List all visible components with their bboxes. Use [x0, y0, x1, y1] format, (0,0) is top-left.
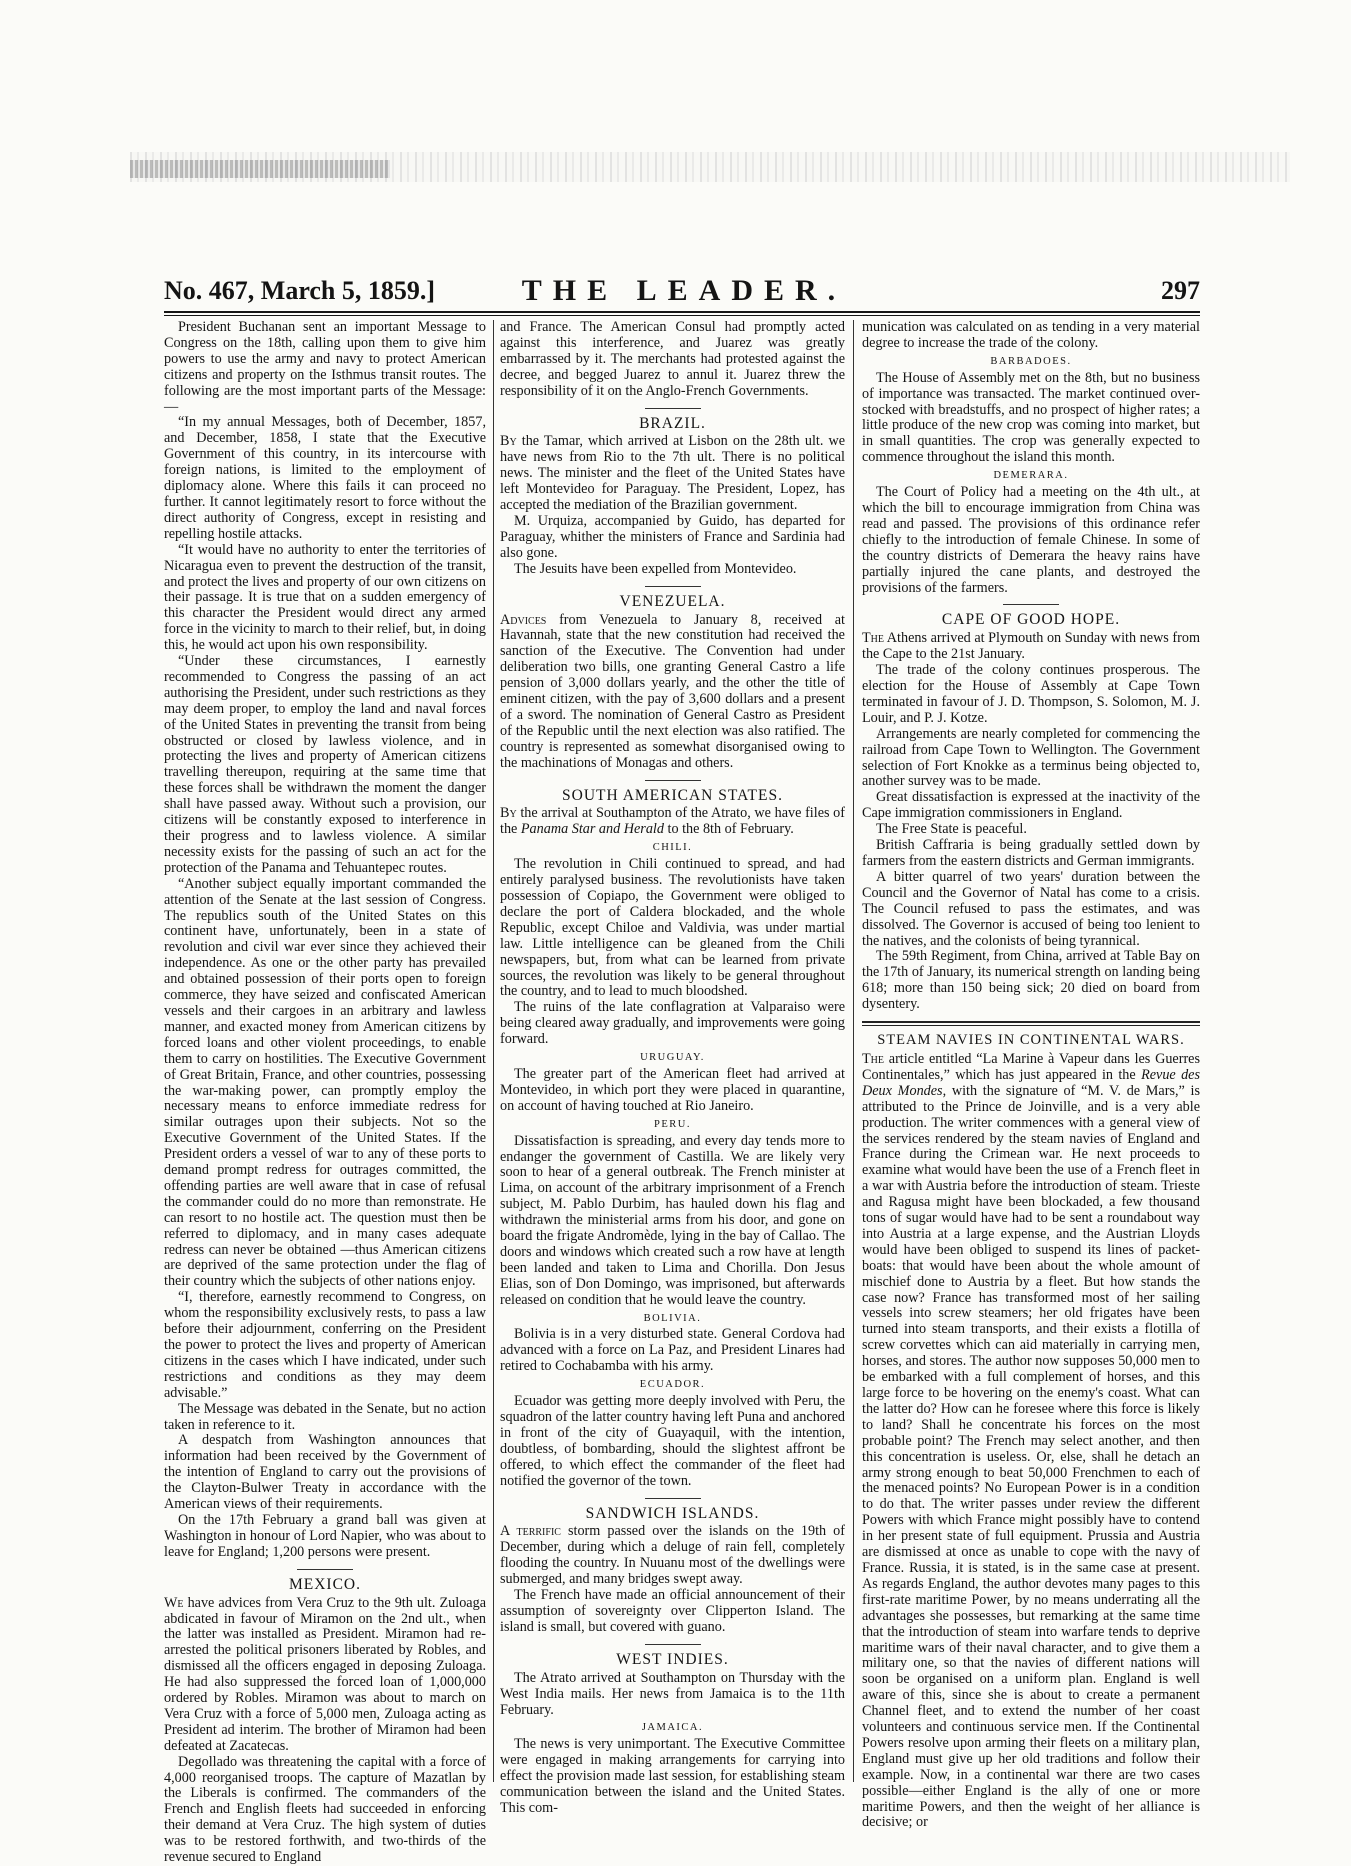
lead-word: By: [500, 805, 517, 822]
subheading-bolivia: BOLIVIA.: [643, 1312, 702, 1324]
paragraph-text: to the 8th of February.: [663, 821, 794, 838]
masthead-rule-thin: [164, 315, 1200, 316]
article-paragraph: The House of Assembly met on the 8th, but no business of importance was transacted. The market continued over-stocked with breadstuffs, and no prospect of higher rates; a little produce of the new crop was coming into market, but in small quantities. The crop was generally expected to commence throughout the island this month.: [862, 369, 1200, 466]
article-paragraph: [500, 434, 845, 514]
section-heading-sandwich-islands: SANDWICH ISLANDS.: [585, 1504, 760, 1522]
subheading-jamaica: JAMAICA.: [641, 1722, 704, 1734]
scan-noise-band-dark: [130, 160, 390, 178]
lead-word: We: [164, 1594, 184, 1611]
article-paragraph: [500, 806, 845, 838]
article-paragraph: and France. The American Consul had promptly acted against this interference, and Juarez was greatly embarrassed by it. The merchants had protested against the decree, and begged Juarez to annul it. Juarez threw the responsibility of it on the Anglo-French Governments.: [500, 319, 845, 399]
paragraph-text: the Tamar, which arrived at Lisbon on the 28th ult. we have news from Rio to the 7th ult. There is no political news. The minister and the fleet of the United States have left Montevideo for Paraguay. The President, Lopez, has accepted the mediation of the Brazilian government.: [500, 433, 845, 514]
section-double-rule: [862, 1021, 1200, 1026]
section-divider: [645, 1644, 701, 1645]
article-paragraph: [500, 1524, 845, 1588]
paragraph-text: the arrival at Southampton of the Atrato, we have files of the: [500, 805, 845, 838]
article-paragraph: “Another subject equally important commanded the attention of the Senate at the last session of Congress. The republics south of the United States on this continent have, unfortunately, been in a state of revolution and civil war ever since they achieved their independence. As one or the other party has prevailed and obtained possession of their ports open to foreign commerce, they have seized and confiscated American vessels and their cargoes in an arbitrary and lawless manner, and exacted money from American citizens by forced loans and other violent proceedings, to enable them to carry on hostilities. The Executive Government of Great Britain, France, and other countries, possessing the war-making power, can promptly employ the necessary means to enforce immediate redress for similar outrages upon their subjects. Not so the Executive Government of the United States. If the President orders a vessel of war to any of these ports to demand prompt redress for outrages committed, the offending parties are well aware that in case of refusal the commander could do no more than remonstrate. He can resort to no hostile act. The question must then be referred to diplomacy, and in many cases adequate redress can never be obtained —thus American citizens are deprived of the same protection under the flag of their country which the subjects of other nations enjoy.: [164, 875, 486, 1290]
article-paragraph: munication was calculated on as tending in a very material degree to increase the trade of the colony.: [862, 319, 1200, 351]
article-paragraph: [862, 1052, 1200, 1831]
section-heading-brazil: BRAZIL.: [639, 414, 706, 432]
newspaper-title: Panama Star and Herald: [520, 821, 664, 838]
column-2: [500, 319, 845, 1816]
article-paragraph: The Free State is peaceful.: [876, 821, 1027, 838]
issue-date: No. 467, March 5, 1859.]: [164, 276, 436, 305]
paragraph-text: from Venezuela to January 8, received at Havannah, state that the new constitution had received the sanction of the Executive. The Convention had under deliberation two bills, one granting General Castro a life pension of 3,000 dollars yearly, and the other the title of eminent citizen, with the pay of 3,600 dollars and a present of a sword. The nomination of General Castro as President of the Republic until the next election was also ratified. The country is represented as somewhat disorganised owing to the machinations of Monagas and others.: [500, 611, 845, 771]
article-paragraph: British Caffraria is being gradually settled down by farmers from the eastern districts and German immigrants.: [862, 837, 1200, 869]
section-divider: [645, 586, 701, 587]
article-paragraph: Degollado was threatening the capital with a force of 4,000 reorganised troops. The capture of Mazatlan by the Liberals is confirmed. The commanders of the French and English fleets had succeeded in enforcing their demand at Vera Cruz. The high system of duties was to be restored forthwith, and two-thirds of the revenue secured to England: [164, 1753, 486, 1866]
column-separator-1: [493, 320, 494, 1782]
article-paragraph: The Message was debated in the Senate, but no action taken in reference to it.: [164, 1400, 486, 1433]
article-paragraph: A bitter quarrel of two years' duration between the Council and the Governor of Natal has come to a crisis. The Council refused to pass the estimates, and was dissolved. The Governor is accused of being too lenient to the natives, and the colonists of being tyrannical.: [862, 868, 1200, 949]
article-paragraph: Dissatisfaction is spreading, and every day tends more to endanger the government of Castilla. We are likely very soon to hear of a general outbreak. The French minister at Lima, on account of the arbitrary imprisonment of a French subject, M. Pablo Durbim, has hauled down his flag and withdrawn the ministerial arms from his door, and gone on board the frigate Andromède, lying in the bay of Callao. The doors and windows which created such a row have at length been landed and taken to Lima and Chorilla. Don Jesus Elias, son of Don Domingo, was imprisoned, but afterwards released on condition that he would leave the country.: [500, 1132, 845, 1308]
article-paragraph: “In my annual Messages, both of December, 1857, and December, 1858, I state that the Executive Government of this country, in its intercourse with foreign nations, is limited to the employment of diplomacy alone. Where this fails it can proceed no further. It cannot legitimately resort to force without the direct authority of Congress, except in resisting and repelling hostile attacks.: [164, 414, 486, 542]
section-heading-west-indies: WEST INDIES.: [616, 1650, 729, 1668]
section-divider: [1003, 604, 1059, 605]
paragraph-text: have advices from Vera Cruz to the 9th ult. Zuloaga abdicated in favour of Miramon on the 2nd ult., when the latter was installed as President. Miramon had re-arrested the political prisoners liberated by Robles, and dismissed all the officers engaged in deposing Zuloaga. He had also suppressed the forced loan of 1,000,000 ordered by Robles. Miramon was about to march on Vera Cruz with a force of 5,000 men, Zuloaga acting as President ad interim. The brother of Miramon had been defeated at Zacatecas.: [164, 1594, 486, 1754]
article-paragraph: [862, 631, 1200, 663]
subheading-ecuador: ECUADOR.: [639, 1379, 706, 1391]
paragraph-text: article entitled “La Marine à Vapeur dans les Guerres Continentales,” which has just appeared in the: [862, 1050, 1200, 1083]
article-paragraph: The French have made an official announcement of their assumption of sovereignty over Clipperton Island. The island is small, but covered with guano.: [500, 1587, 845, 1635]
article-paragraph: The Jesuits have been expelled from Montevideo.: [514, 560, 797, 577]
section-heading-steam-navies: STEAM NAVIES IN CONTINENTAL WARS.: [877, 1032, 1185, 1049]
section-divider: [645, 780, 701, 781]
section-heading-cape-of-good-hope: CAPE OF GOOD HOPE.: [941, 611, 1121, 629]
article-paragraph: “I, therefore, earnestly recommend to Congress, on whom the responsibility exclusively rests, to pass a law before their adjournment, conferring on the President the power to protect the lives and property of American citizens in the cases which I have indicated, under such restrictions and conditions as they may deem advisable.”: [164, 1289, 486, 1401]
subheading-demerara: DEMERARA.: [993, 470, 1069, 482]
article-paragraph: A despatch from Washington announces that information had been received by the Government of the intention of England to carry out the provisions of the Clayton-Bulwer Treaty in accordance with the American views of their requirements.: [164, 1432, 486, 1513]
article-paragraph: [500, 613, 845, 772]
article-paragraph: The Court of Policy had a meeting on the 4th ult., at which the bill to encourage immigration from China was read and passed. The provisions of this ordinance refer chiefly to the introduction of female Chinese. In some of the country districts of Demerara the heavy rains have partially injured the cane plants, and destroyed the provisions of the farmers.: [862, 484, 1200, 596]
subheading-peru: PERU.: [654, 1118, 691, 1130]
article-paragraph: Ecuador was getting more deeply involved with Peru, the squadron of the latter country having left Puna and anchored in front of the city of Guayaquil, with the intention, doubtless, of bombarding, should the slightest affront be offered, to which effect the commander of the fleet had notified the governor of the town.: [500, 1393, 845, 1489]
lead-word: Advices: [500, 611, 547, 628]
article-paragraph: “It would have no authority to enter the territories of Nicaragua even to prevent the destruction of the transit, and protect the lives and property of our own citizens on their passage. It is true that on a sudden emergency of this character the President would direct any armed force in the vicinity to march to their relief, but, in doing this, he would act upon his own responsibility.: [164, 541, 486, 654]
article-paragraph: [164, 1596, 486, 1755]
section-heading-venezuela: VENEZUELA.: [619, 592, 726, 610]
article-paragraph: Great dissatisfaction is expressed at the inactivity of the Cape immigration commissioners in England.: [862, 789, 1200, 822]
article-paragraph: Bolivia is in a very disturbed state. General Cordova had advanced with a force on La Paz, and President Linares had retired to Cochabamba with his army.: [500, 1326, 845, 1375]
article-paragraph: Arrangements are nearly completed for commencing the railroad from Cape Town to Wellington. The Government selection of Fort Knokke as a terminus being objected to, another survey was to be made.: [862, 725, 1200, 790]
paragraph-text: , with the signature of “M. V. de Mars,” is attributed to the Prince de Joinville, and is a very able production. The writer commences with a general view of the services rendered by the steam navies of England and France during the Crimean war. He next proceeds to examine what would have been the use of a French fleet in a war with Austria before the introduction of steam. Trieste and Ragusa might have been blockaded, a few thousand tons of sugar would have had to be sent a roundabout way into Austria at a large expense, and the Austrian Lloyds would have been obliged to suspend its lines of packet-boats: that would have been about the whole amount of mischief done to Austria by a fleet. But how stands the case now? France has transformed most of her sailing vessels into screw steamers; her old frigates have been turned into steam transports, and their exists a flotilla of screw corvettes which can aid materially in carrying men, horses, and stores. The author now supposes 50,000 men to be embarked with a full complement of horses, and this large force to be hovering on the enemy's coast. What can the latter do? How can he foresee where this force is likely to land? Shall he concentrate his forces on the most probable point? The French may select another, and then this concentration is useless. Or, else, shall he detach an army strong enough to beat 50,000 Frenchmen to each of the menaced points? No European Power is in a condition to do that. The writer passes under review the different Powers with which France might possibly have to contend in her present state of full equipment. Prussia and Austria are dismissed at once as unable to cope with the navy of France. Russia, it is stated, is in the same case at present. As regards England, the author devotes many pages to this first-rate maritime Power, by no means underrating all the advantages she possesses, but remarking at the same time that the introduction of steam into warfare tends to deprive maritime wars of their naval character, and to give them a military one, so that the navies of different nations will soon be organised on a uniform plan. England is well aware of this, since she is about to create a permanent Channel fleet, and to extend the number of her coast volunteers and continuous service men. If the Continental Powers resolve upon arming their fleets on a military plan, England must give up her old traditions and follow their example. Now, in a continental war there are two cases possible—either England is the ally of one or more maritime Powers, and then the weight of her alliance is decisive; or: [862, 1082, 1200, 1831]
subheading-chili: CHILI.: [652, 842, 693, 854]
section-divider: [645, 408, 701, 409]
section-heading-south-american-states: SOUTH AMERICAN STATES.: [562, 786, 783, 804]
article-paragraph: On the 17th February a grand ball was given at Washington in honour of Lord Napier, who was about to leave for England; 1,200 persons were present.: [164, 1511, 486, 1560]
article-paragraph: The 59th Regiment, from China, arrived at Table Bay on the 17th of January, its numerical strength on landing being 618; more than 150 being sick; 20 died on board from dysentery.: [862, 948, 1200, 1013]
masthead-rule-thick: [164, 311, 1200, 313]
masthead: [164, 276, 1200, 310]
lead-word: The: [862, 1050, 884, 1067]
lead-word: By: [500, 433, 517, 450]
column-1: [164, 319, 486, 1866]
article-paragraph: M. Urquiza, accompanied by Guido, has departed for Paraguay, whither the ministers of France and Sardinia had also gone.: [500, 512, 845, 561]
section-heading-mexico: MEXICO.: [288, 1575, 361, 1593]
paper-title: THE LEADER.: [521, 274, 847, 307]
article-paragraph: President Buchanan sent an important Message to Congress on the 18th, calling upon them to give him powers to use the army and navy to protect American citizens and property on the Isthmus transit routes. The following are the most important parts of the Message:—: [164, 319, 486, 415]
article-paragraph: The trade of the colony continues prosperous. The election for the House of Assembly at Cape Town terminated in favour of J. D. Thompson, S. Solomon, M. J. Louir, and P. J. Kotze.: [862, 662, 1200, 726]
subheading-uruguay: URUGUAY.: [640, 1052, 705, 1064]
article-paragraph: The ruins of the late conflagration at Valparaiso were being cleared away gradually, and improvements were going forward.: [500, 999, 845, 1048]
paragraph-text: Athens arrived at Plymouth on Sunday with news from the Cape to the 21st January.: [862, 630, 1200, 663]
subheading-barbadoes: BARBADOES.: [990, 355, 1072, 367]
article-paragraph: The Atrato arrived at Southampton on Thursday with the West India mails. Her news from Jamaica is to the 11th February.: [500, 1669, 845, 1718]
lead-word: A terrific: [500, 1523, 561, 1540]
article-paragraph: The revolution in Chili continued to spread, and had entirely paralysed business. The revolutionists have taken possession of Copiapo, the Government were obliged to declare the port of Caldera blockaded, and the whole Republic, except Chiloe and Valdivia, was under martial law. Little intelligence can be gleaned from the Chili newspapers, but, from what can be learned from private sources, the revolution was likely to be general throughout the country, and to lead to much bloodshed.: [500, 856, 845, 1000]
article-paragraph: The news is very unimportant. The Executive Committee were engaged in making arrangements for carrying into effect the provision made last session, for establishing steam communication between the island and the United States. This com-: [500, 1736, 845, 1816]
lead-word: The: [862, 630, 884, 647]
paragraph-text: storm passed over the islands on the 19th of December, during which a deluge of rain fell, completely flooding the country. In Nuuanu most of the dwellings were submerged, and many bridges swept away.: [500, 1523, 845, 1588]
page-number: 297: [1161, 276, 1200, 305]
article-paragraph: “Under these circumstances, I earnestly recommended to Congress the passing of an act authorising the President, under such restrictions as they may deem proper, to employ the land and naval forces of the United States in preventing the transit from being obstructed or closed by lawless violence, and in protecting the lives and property of American citizens travelling thereupon, requiring at the same time that these forces shall be withdrawn the moment the danger shall have passed away. Without such a provision, our citizens will be constantly exposed to interference in their progress and to lawless violence. A similar necessity exists for the passing of such an act for the protection of the Panama and Tehuantepec routes.: [164, 653, 486, 876]
article-paragraph: The greater part of the American fleet had arrived at Montevideo, in which port they were placed in quarantine, on account of having touched at Rio Janeiro.: [500, 1065, 845, 1114]
journal-title: Revue des Deux Mondes: [862, 1066, 1200, 1099]
column-separator-2: [853, 320, 854, 1782]
section-divider: [645, 1498, 701, 1499]
column-3: [862, 319, 1200, 1831]
section-divider: [297, 1569, 353, 1570]
